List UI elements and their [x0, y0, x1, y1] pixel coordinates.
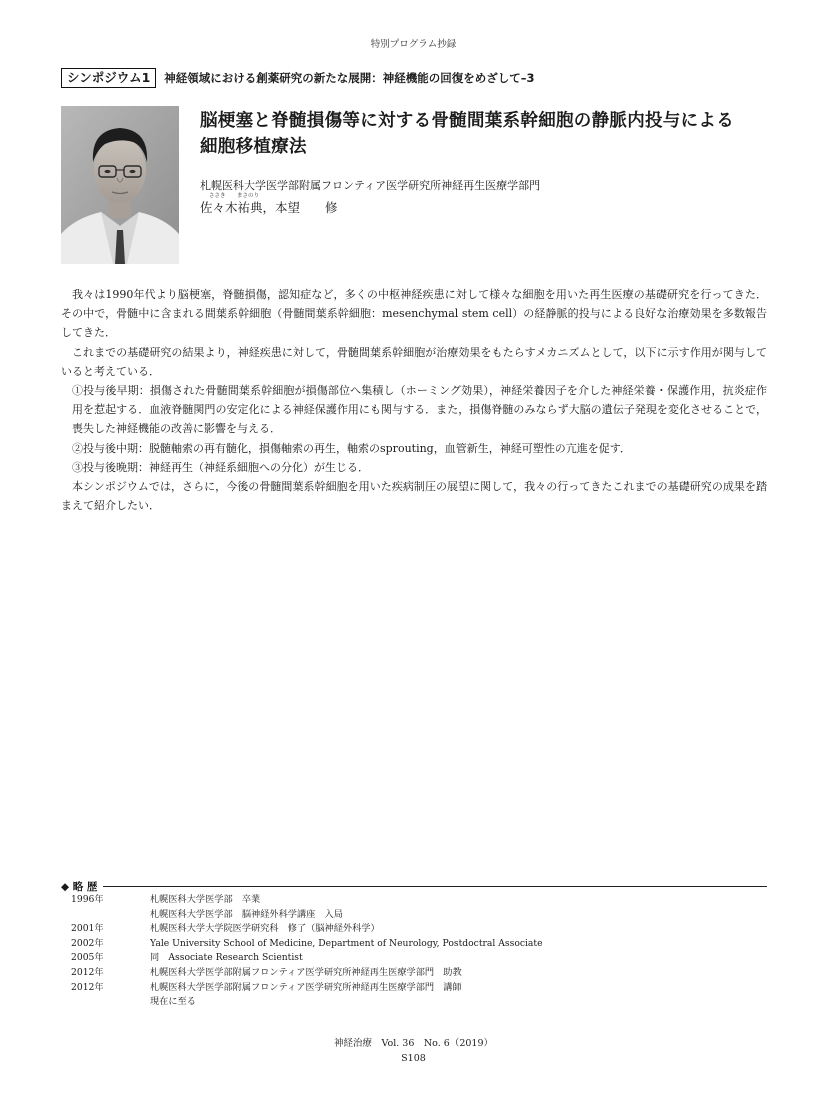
biography-entry	[61, 951, 767, 966]
abstract-paragraph: 本シンポジウムでは，さらに，今後の骨髄間葉系幹細胞を用いた疾病制圧の展望に関して，我々の行ってきたこれまでの基礎研究の成果を踏まえて紹介したい．	[61, 480, 767, 513]
abstract-body	[61, 285, 767, 515]
biography-entry	[61, 922, 767, 937]
symposium-label: シンポジウム1	[61, 68, 156, 88]
biography-entry	[61, 995, 767, 1010]
biography-text: Yale University School of Medicine, Department of Neurology, Postdoctral Associate	[150, 937, 543, 949]
author-block	[200, 190, 338, 216]
biography-year: 2001年	[71, 923, 104, 935]
talk-title	[200, 108, 770, 160]
symposium-header	[61, 67, 535, 89]
biography-year	[61, 908, 150, 923]
biography-year: 2005年	[71, 952, 104, 964]
running-head: 特別プログラム抄録	[370, 39, 457, 50]
biography-text: 現在に至る	[150, 996, 196, 1008]
talk-title-line-1: 脳梗塞と脊髄損傷等に対する骨髄間葉系幹細胞の静脈内投与による	[200, 111, 734, 131]
author-affiliation: 札幌医科大学医学部附属フロンティア医学研究所神経再生医療学部門	[200, 179, 541, 192]
page-footer	[0, 1036, 827, 1066]
ruby-reading-surname: ささき	[209, 193, 226, 199]
biography-year: 2012年	[71, 981, 104, 993]
biography-text: 同 Associate Research Scientist	[150, 952, 303, 964]
symposium-title: 神経領域における創薬研究の新たな展開：神経機能の回復をめざして–3	[164, 71, 535, 85]
abstract-paragraph: これまでの基礎研究の結果より，神経疾患に対して，骨髄間葉系幹細胞が治療効果をもたらすメカニズムとして，以下に示す作用が関与していると考えている．	[61, 345, 767, 378]
biography-text: 札幌医科大学医学部附属フロンティア医学研究所神経再生医療学部門 講師	[150, 981, 462, 993]
biography-entry	[61, 893, 767, 908]
biography-year: 1996年	[71, 894, 104, 905]
author-portrait	[61, 106, 179, 264]
biography-year: 2012年	[71, 966, 104, 978]
abstract-list-item: ②投与後中期：脱髄軸索の再有髄化，損傷軸索の再生，軸索のsprouting，血管新生，神経可塑性の亢進を促す．	[72, 441, 631, 455]
biography-divider	[103, 886, 767, 887]
talk-title-line-2: 細胞移植療法	[200, 137, 307, 157]
biography-heading: ◆ 略 歴	[61, 880, 98, 893]
biography-text: 札幌医科大学医学部 卒業	[150, 894, 261, 905]
biography-year	[61, 995, 150, 1010]
biography-entry	[61, 937, 767, 952]
biography-entry	[61, 981, 767, 996]
author-names: 佐々木祐典，本望 修	[200, 200, 338, 215]
biography-text: 札幌医科大学医学部附属フロンティア医学研究所神経再生医療学部門 助教	[150, 966, 462, 978]
abstract-list-item: ①投与後早期：損傷された骨髄間葉系幹細胞が損傷部位へ集積し（ホーミング効果），神経栄養因子を介した神経栄養・保護作用，抗炎症作用を惹起する．血液脊髄関門の安定化による神経保護作用にも関与する．また，損傷脊髄のみならず大脳の遺伝子発現を変化させることで，喪失した神経機能の改善に影響を与える．	[72, 384, 767, 436]
ruby-reading-given-name: まさのり	[237, 193, 260, 199]
biography-entry	[61, 908, 767, 923]
biography-list	[61, 893, 767, 1010]
biography-text: 札幌医科大学大学院医学研究科 修了（脳神経外科学）	[150, 923, 380, 935]
biography-text: 札幌医科大学医学部 脳神経外科学講座 入局	[150, 908, 343, 920]
abstract-list-item: ③投与後晩期：神経再生（神経系細胞への分化）が生じる．	[72, 460, 369, 474]
biography-entry	[61, 966, 767, 981]
biography-year: 2002年	[71, 937, 104, 949]
abstract-paragraph: 我々は1990年代より脳梗塞，脊髄損傷，認知症など，多くの中枢神経疾患に対して様々な細胞を用いた再生医療の基礎研究を行ってきた．その中で，骨髄中に含まれる間葉系幹細胞（骨髄間葉系幹細胞：mesenchymal stem cell）の経静脈的投与による良好な治療効果を多数報告してきた．	[61, 288, 767, 340]
page-number: S108	[401, 1053, 426, 1064]
ruby-row	[200, 190, 338, 200]
biography-header	[61, 879, 767, 893]
journal-citation: 神経治療 Vol. 36 No. 6（2019）	[334, 1038, 493, 1049]
